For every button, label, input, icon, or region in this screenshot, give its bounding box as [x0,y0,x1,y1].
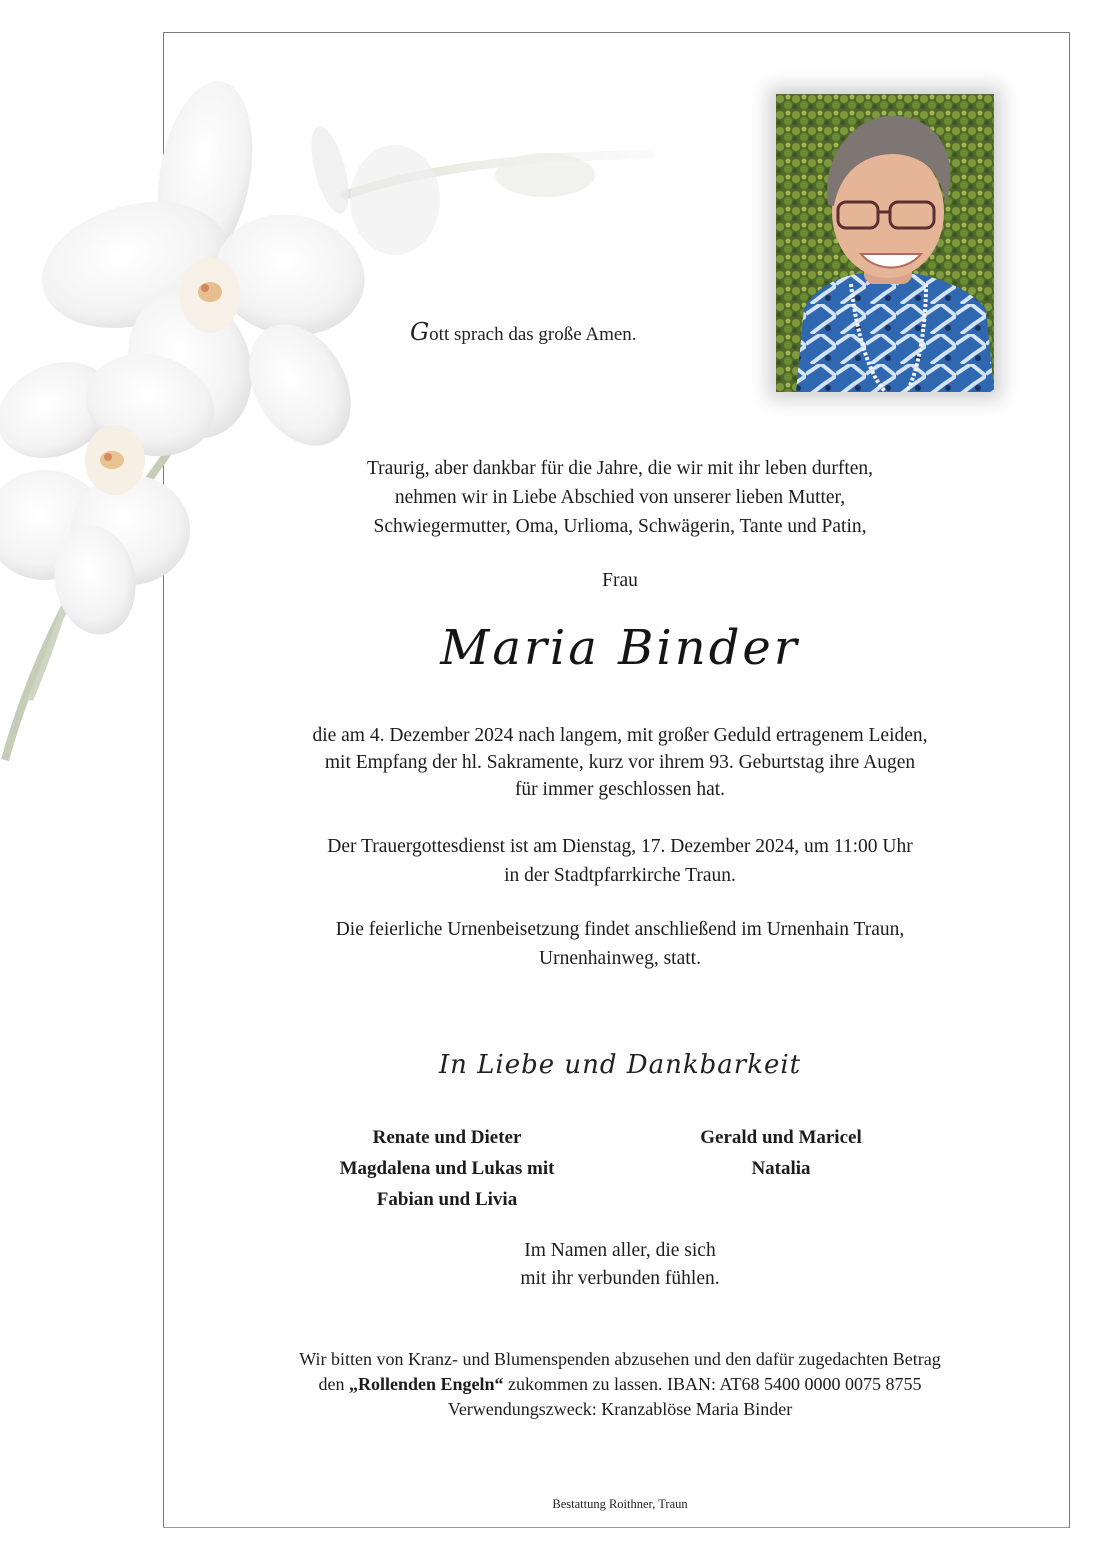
mourner-name: Renate und Dieter [372,1127,522,1148]
mourner-name: Magdalena und Lukas mit [339,1158,555,1179]
card-border-right [1069,32,1070,1528]
card-border-bottom [163,1527,1069,1528]
donation-request [190,1347,1050,1422]
mourner-name: Natalia [751,1158,811,1179]
in-name-of-all [190,1237,1050,1293]
mourner-name: Gerald und Maricel [700,1127,862,1148]
burial-line: Die feierliche Urnenbeisetzung findet anschließend im Urnenhain Traun, [335,919,905,940]
in-name-line: mit ihr verbunden fühlen. [520,1268,720,1289]
burial-line: Urnenhainweg, statt. [539,948,701,969]
intro-line: Schwiegermutter, Oma, Urlioma, Schwägerin, Tante und Patin, [373,516,867,537]
death-notice-line: für immer geschlossen hat. [514,779,726,800]
service-line: Der Trauergottesdienst ist am Dienstag, 17. Dezember 2024, um 11:00 Uhr [327,836,913,857]
death-notice-line: mit Empfang der hl. Sakramente, kurz vor ihrem 93. Geburtstag ihre Augen [324,752,916,773]
mourners-left [267,1122,627,1215]
service-info [190,832,1050,890]
donation-line: den „Rollenden Engeln“ zukommen zu lassen. IBAN: AT68 5400 0000 0075 8755 [318,1374,922,1394]
burial-info [190,915,1050,973]
intro-text [190,454,1050,541]
deceased-name: Maria Binder [440,620,800,676]
orchid-decoration [0,60,700,820]
salutation: Frau [602,570,638,591]
intro-line: nehmen wir in Liebe Abschied von unserer lieben Mutter, [394,487,846,508]
intro-line: Traurig, aber dankbar für die Jahre, die wir mit ihr leben durften, [366,458,874,479]
donation-line: Wir bitten von Kranz- und Blumenspenden abzusehen und den dafür zugedachten Betrag [299,1349,941,1369]
portrait-photo [776,94,994,392]
motto: Gott sprach das große Amen. [410,318,637,346]
mourners-right [601,1122,961,1184]
charity-name: „Rollenden Engeln“ [349,1374,504,1394]
card-border-top [163,32,1069,33]
service-line: in der Stadtpfarrkirche Traun. [504,865,736,886]
mourner-name: Fabian und Livia [376,1189,518,1210]
closing-phrase: In Liebe und Dankbarkeit [438,1050,802,1080]
in-name-line: Im Namen aller, die sich [524,1240,716,1261]
death-notice-line: die am 4. Dezember 2024 nach langem, mit großer Geduld ertragenem Leiden, [312,725,928,746]
funeral-home-footer: Bestattung Roithner, Traun [552,1497,688,1511]
donation-line: Verwendungszweck: Kranzablöse Maria Binder [447,1399,793,1419]
death-notice [190,722,1050,803]
